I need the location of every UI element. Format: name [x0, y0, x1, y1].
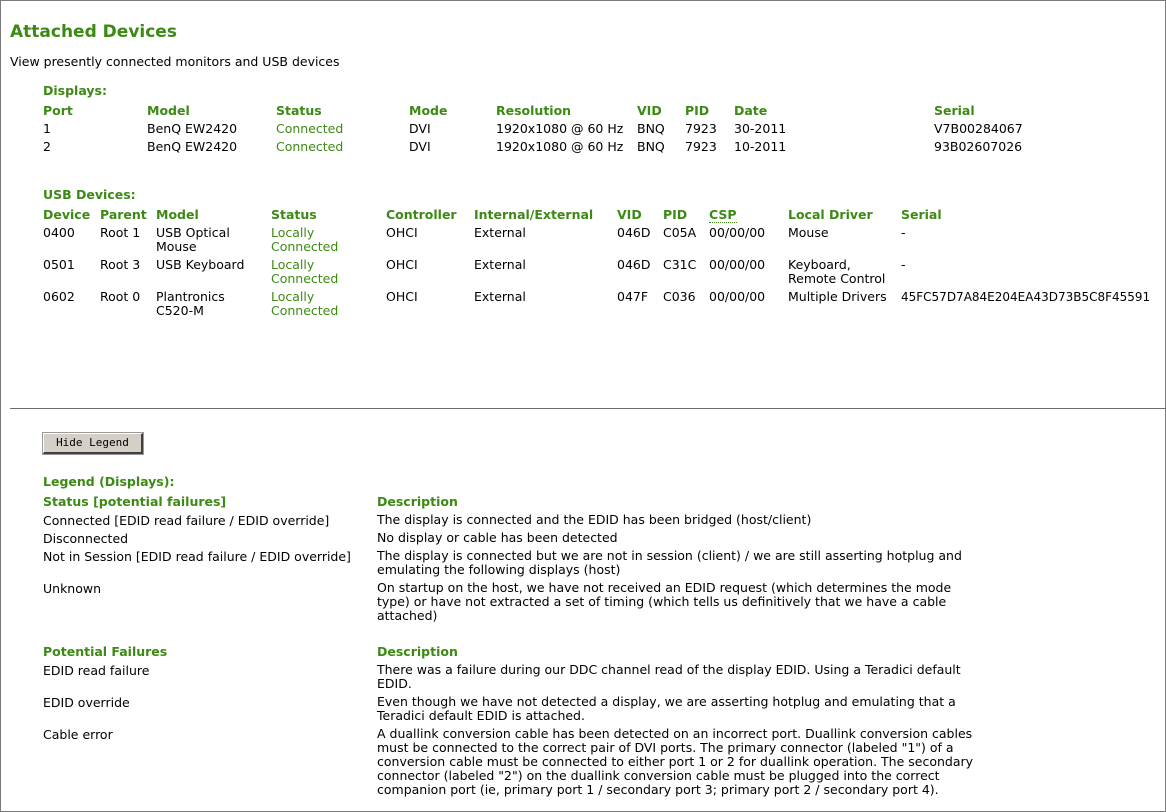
usb-row-1-parent: Root 1 [100, 225, 141, 240]
usb-row-2-local-driver [788, 258, 885, 286]
legend-desc-connected: The display is connected and the EDID has been bridged (host/client) [377, 512, 812, 527]
display-row-2-vid: BNQ [637, 139, 665, 154]
usb-row-2-controller: OHCI [386, 257, 418, 272]
display-row-1-status: Connected [276, 121, 344, 136]
usb-header-device: Device [43, 207, 91, 222]
usb-row-1-pid: C05A [663, 225, 697, 240]
display-row-2-status: Connected [276, 139, 344, 154]
usb-row-3-status-line-2: Connected [271, 303, 339, 318]
display-row-2-resolution: 1920x1080 @ 60 Hz [496, 139, 624, 154]
display-row-1-mode: DVI [409, 121, 431, 136]
usb-row-3-internal-external: External [474, 289, 526, 304]
legend-failures-header: Potential Failures [43, 644, 168, 659]
usb-row-2-status [271, 258, 338, 286]
usb-row-2-model [156, 258, 244, 272]
usb-row-1-device: 0400 [43, 225, 75, 240]
displays-header-mode: Mode [409, 103, 448, 118]
usb-row-1-status-line-1: Locally [271, 225, 315, 240]
displays-header-port: Port [43, 103, 73, 118]
legend-status-not-in-session: Not in Session [EDID read failure / EDID override] [43, 549, 351, 564]
page-title: Attached Devices [10, 22, 177, 42]
usb-row-1-csp: 00/00/00 [709, 225, 766, 240]
displays-header-pid: PID [685, 103, 710, 118]
usb-row-3-model-line-2: C520-M [156, 303, 204, 318]
page-subtitle: View presently connected monitors and USB devices [10, 54, 340, 69]
usb-row-3-model-line-1: Plantronics [156, 289, 225, 304]
usb-row-1-local-driver-line-1: Mouse [788, 225, 829, 240]
display-row-1-port: 1 [43, 121, 51, 136]
display-row-1-pid: 7923 [685, 121, 717, 136]
usb-row-3-controller: OHCI [386, 289, 418, 304]
display-row-2-serial: 93B02607026 [934, 139, 1023, 154]
usb-header-vid: VID [617, 207, 642, 222]
usb-header-local-driver: Local Driver [788, 207, 873, 222]
display-row-1-serial: V7B00284067 [934, 121, 1023, 136]
display-row-2-model: BenQ EW2420 [147, 139, 238, 154]
usb-header-csp: CSP [709, 207, 737, 222]
display-row-2-pid: 7923 [685, 139, 717, 154]
display-row-2-date: 10-2011 [734, 139, 787, 154]
usb-header-internal-external: Internal/External [474, 207, 594, 222]
usb-row-1-internal-external: External [474, 225, 526, 240]
legend-desc-not-in-session: The display is connected but we are not in session (client) / we are still asserting hotplug and emulating the following displays (host) [377, 548, 962, 577]
legend-failure-cable-error-desc: A duallink conversion cable has been detected on an incorrect port. Duallink conversion cables must be connected to the correct pair of DVI ports. The primary connector (labeled "1") of a conversion cable must be connected to either port 1 or 2 for duallink operation. The secondary connector (labeled "2") on the duallink conversion cable must be plugged into the correct companion port (ie, primary port 1 / secondary port 3; primary port 2 / secondary port 4). [377, 726, 974, 797]
legend-failure-cable-error: Cable error [43, 727, 113, 742]
usb-row-3-local-driver [788, 290, 887, 304]
legend-description-header: Description [377, 494, 458, 509]
usb-row-3-serial: 45FC57D7A84E204EA43D73B5C8F45591 [901, 290, 1151, 304]
usb-row-2-local-driver-line-2: Remote Control [788, 271, 886, 286]
legend-failures-description-header: Description [377, 644, 458, 659]
displays-section-title: Displays: [43, 83, 107, 98]
usb-header-model: Model [156, 207, 199, 222]
usb-row-2-csp: 00/00/00 [709, 257, 766, 272]
usb-row-1-model-line-1: USB Optical [156, 225, 230, 240]
hide-legend-button[interactable]: Hide Legend [43, 433, 143, 454]
displays-header-serial: Serial [934, 103, 975, 118]
legend-failure-edid-read-desc: There was a failure during our DDC channel read of the display EDID. Using a Teradici default EDID. [377, 662, 961, 691]
usb-header-status: Status [271, 207, 317, 222]
usb-row-2-serial: - [901, 257, 906, 272]
usb-row-2-device: 0501 [43, 257, 75, 272]
legend-failure-edid-override: EDID override [43, 695, 130, 710]
usb-row-3-pid: C036 [663, 289, 696, 304]
usb-header-controller: Controller [386, 207, 457, 222]
legend-status-disconnected: Disconnected [43, 531, 129, 546]
usb-row-1-serial: - [901, 225, 906, 240]
usb-row-2-parent: Root 3 [100, 257, 141, 272]
usb-section-title: USB Devices: [43, 187, 136, 202]
usb-row-3-local-driver-line-1: Multiple Drivers [788, 289, 887, 304]
display-row-1-model: BenQ EW2420 [147, 121, 238, 136]
usb-row-2-status-line-1: Locally [271, 257, 315, 272]
section-divider [10, 408, 1166, 409]
usb-row-2-model-line-1: USB Keyboard [156, 257, 245, 272]
usb-header-pid: PID [663, 207, 688, 222]
usb-row-1-model [156, 226, 230, 254]
usb-row-3-vid: 047F [617, 289, 649, 304]
display-row-1-vid: BNQ [637, 121, 665, 136]
usb-row-2-local-driver-line-1: Keyboard, [788, 257, 851, 272]
legend-failure-edid-read: EDID read failure [43, 663, 150, 678]
usb-row-3-parent: Root 0 [100, 289, 141, 304]
legend-failure-edid-override-desc: Even though we have not detected a display, we are asserting hotplug and emulating that a Teradici default EDID is attached. [377, 694, 956, 723]
usb-header-parent: Parent [100, 207, 147, 222]
display-row-2-port: 2 [43, 139, 51, 154]
displays-header-vid: VID [637, 103, 662, 118]
display-row-1-date: 30-2011 [734, 121, 787, 136]
usb-row-3-status-line-1: Locally [271, 289, 315, 304]
display-row-2-mode: DVI [409, 139, 431, 154]
usb-row-3-model [156, 290, 225, 318]
usb-row-2-internal-external: External [474, 257, 526, 272]
legend-displays-title: Legend (Displays): [43, 474, 175, 489]
usb-row-2-pid: C31C [663, 257, 697, 272]
usb-row-1-controller: OHCI [386, 225, 418, 240]
usb-row-3-status [271, 290, 338, 318]
usb-row-2-status-line-2: Connected [271, 271, 339, 286]
usb-row-1-status-line-2: Connected [271, 239, 339, 254]
usb-header-serial: Serial [901, 207, 942, 222]
usb-row-3-csp: 00/00/00 [709, 289, 766, 304]
usb-row-1-status [271, 226, 338, 254]
legend-status-unknown: Unknown [43, 581, 102, 596]
legend-status-header: Status [potential failures] [43, 494, 227, 509]
displays-header-model: Model [147, 103, 190, 118]
legend-desc-disconnected: No display or cable has been detected [377, 530, 618, 545]
displays-header-date: Date [734, 103, 768, 118]
displays-header-status: Status [276, 103, 322, 118]
displays-header-resolution: Resolution [496, 103, 572, 118]
usb-row-3-device: 0602 [43, 289, 75, 304]
legend-desc-unknown: On startup on the host, we have not received an EDID request (which determines the mode type) or have not extracted a set of timing (which tells us definitively that we have a cable attached) [377, 580, 952, 623]
usb-row-1-local-driver [788, 226, 829, 240]
usb-row-2-vid: 046D [617, 257, 651, 272]
legend-status-connected: Connected [EDID read failure / EDID override] [43, 513, 330, 528]
display-row-1-resolution: 1920x1080 @ 60 Hz [496, 121, 624, 136]
usb-row-1-vid: 046D [617, 225, 651, 240]
usb-row-1-model-line-2: Mouse [156, 239, 197, 254]
